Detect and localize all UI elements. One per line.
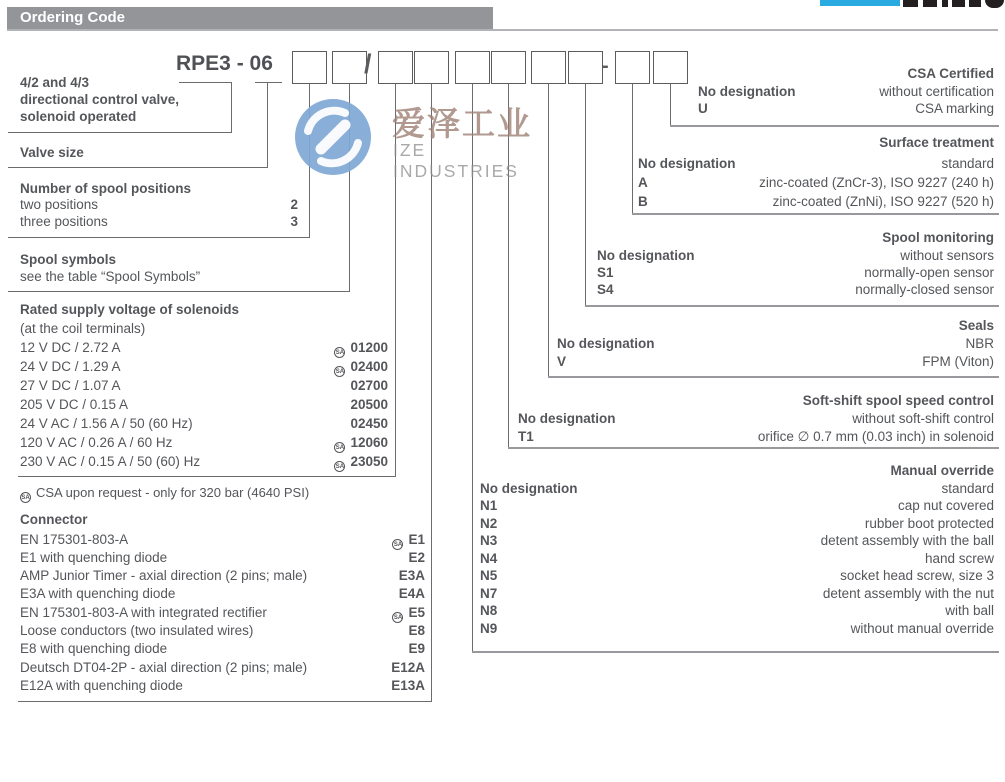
model-code: RPE3 - 06 xyxy=(176,52,273,75)
brand-cyan-bar xyxy=(820,0,900,6)
connector-line xyxy=(670,84,671,125)
option-row xyxy=(597,281,994,298)
option-row xyxy=(480,567,994,584)
option-code: N5 xyxy=(480,568,498,583)
option-row xyxy=(20,531,425,548)
connector-line xyxy=(231,83,232,133)
option-row xyxy=(518,410,994,427)
footnote-line xyxy=(14,710,464,726)
option-code: T1 xyxy=(518,428,534,444)
option-row xyxy=(597,247,994,264)
option-row xyxy=(20,339,388,356)
option-code: N9 xyxy=(480,620,498,636)
connector-line xyxy=(585,84,586,305)
option-code: N4 xyxy=(480,550,498,566)
csa-mark-icon: SA xyxy=(20,492,31,503)
option-description: with ball xyxy=(945,603,994,618)
code-box xyxy=(378,51,413,84)
option-row xyxy=(20,585,425,602)
option-code: E9 xyxy=(408,641,425,657)
connector-line xyxy=(395,84,396,476)
option-code: No designation xyxy=(638,155,736,171)
surface-treatment-heading: Surface treatment xyxy=(879,135,994,150)
ordering-code-bar xyxy=(7,7,493,29)
option-row xyxy=(480,585,994,602)
footnote-line xyxy=(474,764,998,780)
option-description: NBR xyxy=(965,335,994,351)
option-row xyxy=(480,602,994,619)
option-description: detent assembly with the nut xyxy=(822,585,994,601)
footnote-line xyxy=(474,681,998,697)
option-description: without soft-shift control xyxy=(852,410,994,426)
option-description: without sensors xyxy=(900,247,994,263)
option-code: N7 xyxy=(480,585,498,601)
page-title: Ordering Code xyxy=(20,9,126,26)
option-code: No designation xyxy=(480,480,578,496)
option-description: CSA marking xyxy=(915,101,994,116)
section-rule xyxy=(548,376,999,378)
brand-letter-fragment xyxy=(923,0,937,7)
option-label: EN 175301-803-A xyxy=(20,531,129,547)
option-code: E3A xyxy=(398,568,425,584)
option-description: cap nut covered xyxy=(897,498,994,513)
option-row xyxy=(20,396,388,413)
valve-size-heading: Valve size xyxy=(20,145,84,160)
connector-line xyxy=(255,82,282,83)
header-rule xyxy=(7,29,998,31)
option-description: normally-open sensor xyxy=(864,264,994,280)
option-code: V xyxy=(557,353,567,369)
option-label: two positions xyxy=(20,196,99,212)
option-row xyxy=(597,264,994,281)
option-row xyxy=(557,353,994,370)
spool-symbols-note: see the table “Spool Symbols” xyxy=(20,269,201,284)
connector-line xyxy=(632,84,633,213)
brand-letter-fragment xyxy=(969,0,981,7)
option-code: No designation xyxy=(557,335,655,351)
dash-separator: - xyxy=(602,55,609,77)
soft-shift-heading: Soft-shift spool speed control xyxy=(802,393,994,408)
option-description: orifice ∅ 0.7 mm (0.03 inch) in solenoid xyxy=(757,428,994,444)
voltage-heading: Rated supply voltage of solenoids xyxy=(20,302,240,317)
option-row xyxy=(20,567,425,584)
connector-line xyxy=(548,84,549,376)
footnote-line xyxy=(14,743,464,759)
option-description: hand screw xyxy=(924,550,994,566)
option-row xyxy=(20,549,425,566)
option-description: socket head screw, size 3 xyxy=(840,568,994,583)
option-row xyxy=(20,622,425,639)
connector-line xyxy=(18,701,432,702)
option-row xyxy=(638,174,994,191)
option-code: N3 xyxy=(480,533,498,548)
option-label: E8 with quenching diode xyxy=(20,641,168,657)
option-label: Loose conductors (two insulated wires) xyxy=(20,623,254,638)
spool-monitoring-heading: Spool monitoring xyxy=(882,230,994,245)
option-code: N2 xyxy=(480,515,498,531)
option-label: E1 with quenching diode xyxy=(20,549,168,565)
option-row xyxy=(20,358,388,375)
option-row xyxy=(638,193,994,210)
option-description: FPM (Viton) xyxy=(922,353,994,369)
option-code: SA 23050 xyxy=(335,453,388,470)
footnote-line xyxy=(474,714,998,730)
connector-line xyxy=(8,291,350,292)
connector-line xyxy=(267,83,268,168)
code-box xyxy=(414,51,449,84)
connector-heading: Connector xyxy=(20,512,88,527)
option-description: detent assembly with the ball xyxy=(820,533,994,548)
option-row xyxy=(557,335,994,352)
csa-certified-heading: CSA Certified xyxy=(907,66,994,81)
option-code: No designation xyxy=(597,247,695,263)
option-label: 12 V DC / 2.72 A xyxy=(20,339,121,355)
watermark-chinese-text: 爱泽工业 xyxy=(392,105,532,142)
option-label: 24 V DC / 1.29 A xyxy=(20,358,121,374)
option-label: 230 V AC / 0.15 A / 50 (60) Hz xyxy=(20,453,201,469)
footnote-line xyxy=(14,760,464,776)
option-code: S1 xyxy=(597,264,614,280)
option-code: SA E5 xyxy=(393,604,425,621)
connector-line xyxy=(8,132,232,133)
option-description: normally-closed sensor xyxy=(855,281,994,297)
option-label: 205 V DC / 0.15 A xyxy=(20,396,129,412)
connector-line xyxy=(472,84,473,651)
option-code: E4A xyxy=(398,586,425,602)
option-description: rubber boot protected xyxy=(864,515,994,531)
option-code: S4 xyxy=(597,281,614,297)
option-code: SA 01200 xyxy=(335,339,388,356)
spool-positions-heading: Number of spool positions xyxy=(20,181,191,196)
option-description: zinc-coated (ZnNi), ISO 9227 (520 h) xyxy=(772,193,994,209)
ize-logo-icon xyxy=(294,98,372,176)
slash-separator: / xyxy=(364,49,372,79)
option-description: standard xyxy=(941,155,994,171)
option-code: 3 xyxy=(290,213,298,229)
option-row xyxy=(518,428,994,445)
option-description: without certification xyxy=(879,83,994,99)
option-label: 24 V AC / 1.56 A / 50 (60 Hz) xyxy=(20,415,193,431)
option-code: 2 xyxy=(290,196,298,212)
section-rule xyxy=(472,651,999,653)
option-label: 120 V AC / 0.26 A / 60 Hz xyxy=(20,434,173,450)
option-code: N1 xyxy=(480,498,498,513)
option-row xyxy=(20,213,298,230)
option-code: No designation xyxy=(698,83,796,99)
option-code: E8 xyxy=(408,623,425,638)
option-code: SA 12060 xyxy=(335,434,388,451)
code-box xyxy=(653,51,688,84)
valve-type-heading: 4/2 and 4/3 directional control valve, solenoid operated xyxy=(20,75,180,124)
connector-line xyxy=(431,84,432,701)
connector-line xyxy=(349,84,350,291)
option-code: A xyxy=(638,174,648,190)
csa-mark-icon: SA xyxy=(334,461,345,472)
option-description: without manual override xyxy=(850,620,994,636)
code-box xyxy=(292,51,327,84)
seals-heading: Seals xyxy=(958,318,994,333)
option-row xyxy=(20,453,388,470)
option-row xyxy=(480,497,994,514)
option-row xyxy=(20,434,388,451)
option-row xyxy=(480,480,994,497)
option-code: B xyxy=(638,193,648,209)
brand-letter-fragment xyxy=(985,0,1004,8)
csa-mark-icon: SA xyxy=(392,539,403,550)
spool-symbols-heading: Spool symbols xyxy=(20,252,117,267)
connector-line xyxy=(8,167,268,168)
option-row xyxy=(480,550,994,567)
section-rule xyxy=(508,447,999,449)
option-label: 27 V DC / 1.07 A xyxy=(20,377,121,393)
brand-letter-fragment xyxy=(903,0,918,7)
section-rule xyxy=(632,213,999,215)
manual-override-heading: Manual override xyxy=(890,463,994,478)
code-box xyxy=(568,51,603,84)
option-row xyxy=(20,604,425,621)
option-code: N8 xyxy=(480,603,498,618)
footnote-line xyxy=(474,747,998,763)
watermark xyxy=(294,98,554,181)
footnote-line xyxy=(14,727,464,743)
voltage-subtitle: (at the coil terminals) xyxy=(20,321,146,336)
option-row xyxy=(480,620,994,637)
footnote-line xyxy=(474,730,998,746)
section-rule xyxy=(670,125,999,127)
brand-letter-fragment xyxy=(942,0,948,7)
brand-letter-fragment xyxy=(952,0,965,7)
option-code: E12A xyxy=(391,659,425,675)
csa-note: SA CSA upon request - only for 320 bar (4640 PSI) xyxy=(21,485,310,501)
csa-mark-icon: SA xyxy=(334,366,345,377)
option-label: EN 175301-803-A with integrated rectifier xyxy=(20,604,267,620)
connector-line xyxy=(8,237,310,238)
option-code: SA E1 xyxy=(393,531,425,548)
code-box xyxy=(531,51,566,84)
option-row xyxy=(20,377,388,394)
option-code: 20500 xyxy=(350,396,388,412)
code-box xyxy=(615,51,650,84)
option-row xyxy=(20,677,425,694)
csa-mark-icon: SA xyxy=(334,347,345,358)
option-code: 02450 xyxy=(350,415,388,431)
option-description: standard xyxy=(941,480,994,496)
option-code: No designation xyxy=(518,410,616,426)
option-row xyxy=(20,659,425,676)
option-row xyxy=(480,515,994,532)
option-description: zinc-coated (ZnCr-3), ISO 9227 (240 h) xyxy=(759,174,994,190)
option-label: AMP Junior Timer - axial direction (2 pins; male) xyxy=(20,568,308,584)
option-label: E3A with quenching diode xyxy=(20,586,176,602)
option-code: E2 xyxy=(408,549,425,565)
option-row xyxy=(638,155,994,172)
option-code: 02700 xyxy=(350,377,388,393)
connector-line xyxy=(179,82,232,83)
option-label: E12A with quenching diode xyxy=(20,677,183,693)
section-rule xyxy=(585,305,999,307)
option-code: E13A xyxy=(391,677,425,693)
code-box xyxy=(332,51,367,84)
connector-line xyxy=(18,476,396,477)
option-code: U xyxy=(698,101,708,116)
connector-line xyxy=(309,84,310,237)
option-row xyxy=(20,640,425,657)
option-label: three positions xyxy=(20,213,108,229)
option-row xyxy=(698,100,994,117)
option-label: Deutsch DT04-2P - axial direction (2 pins; male) xyxy=(20,659,308,675)
connector-line xyxy=(508,84,509,447)
csa-mark-icon: SA xyxy=(392,612,403,623)
watermark-latin-text: IZE INDUSTRIES xyxy=(393,140,519,181)
footnote-line xyxy=(474,697,998,713)
footnote-line xyxy=(474,664,998,680)
code-box xyxy=(455,51,490,84)
option-row xyxy=(20,196,298,213)
csa-mark-icon: SA xyxy=(334,442,345,453)
option-row xyxy=(20,415,388,432)
option-row xyxy=(698,83,994,100)
option-row xyxy=(480,532,994,549)
option-code: SA 02400 xyxy=(335,358,388,375)
code-box xyxy=(491,51,526,84)
